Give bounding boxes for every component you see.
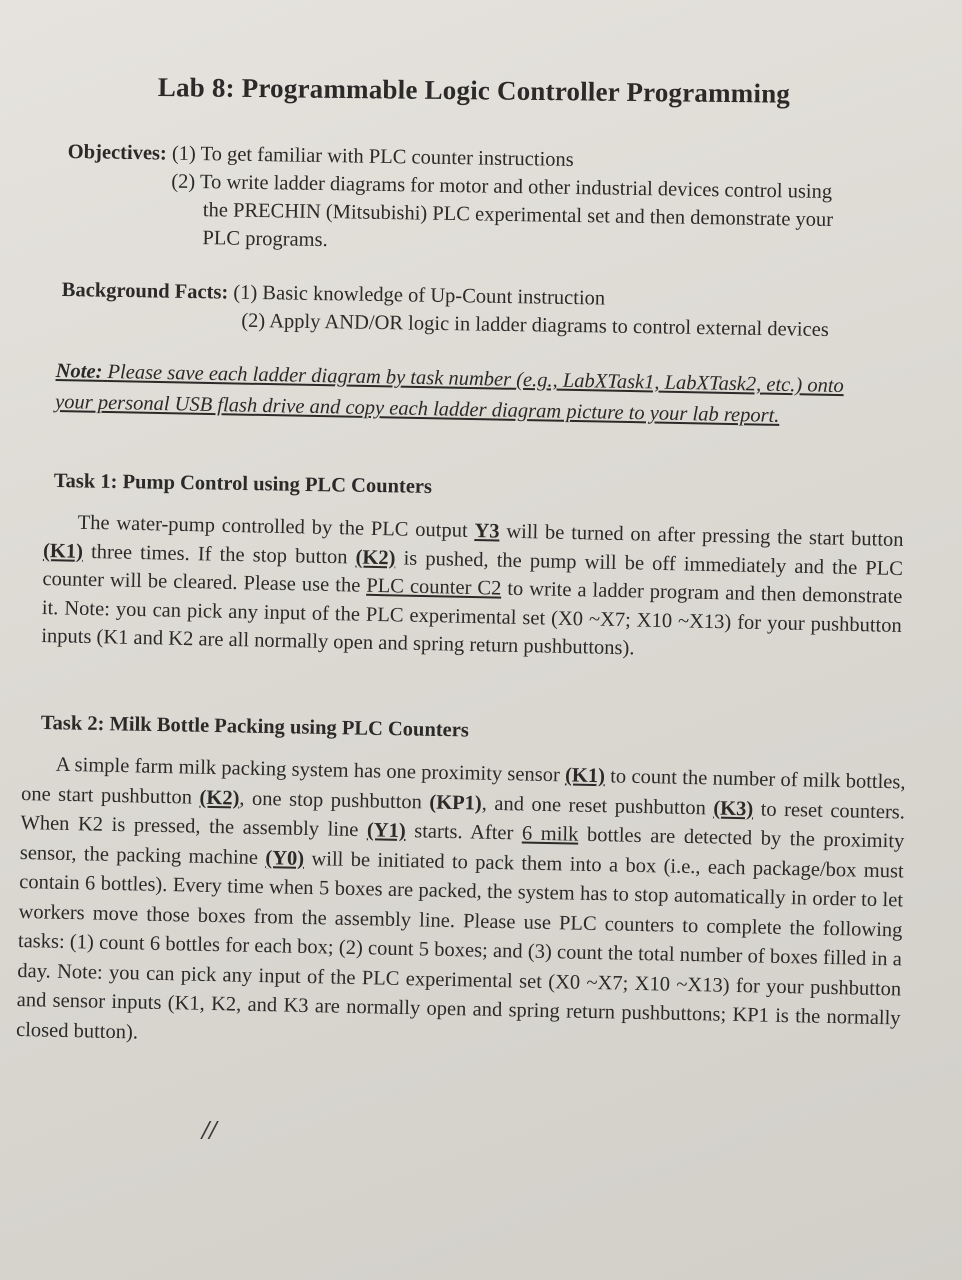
background-facts-section [61, 276, 872, 345]
objectives-label: Objectives: [67, 140, 167, 165]
background-item-1: (1) Basic knowledge of Up-Count instruction [233, 281, 606, 310]
task2-heading: Task 2: Milk Bottle Packing using PLC Counters [40, 712, 470, 742]
objective-item-2-line-1: (2) To write ladder diagrams for motor and other industrial devices control using [171, 170, 833, 204]
task1-text-4: is pushed, the pump will be off immediately and the PLC counter will be cleared. Please use the [42, 546, 904, 597]
task2-six-milk: 6 milk [521, 822, 579, 846]
page-title: Lab 8: Programmable Logic Controller Programming [157, 72, 791, 109]
task2-text-4: , and one reset pushbutton [481, 792, 714, 819]
task1-text-2: will be turned on after pressing the start button [499, 520, 904, 552]
objective-item-1: (1) To get familiar with PLC counter instructions [171, 142, 574, 171]
task2-text-8: will be initiated to pack them into a box (i.e., each package/box must contain 6 bottles). Every time when 5 boxes are packed, the system has to stop automatically in order to let workers move those boxes from the assembly line. Please use PLC counters to complete the following tasks: (1) count 6 bottles for each box; (2) count 5 boxes; and (3) count the total number of boxes filled in a day. Note: you can pick any input of the PLC experimental set (X0 ~X7; X10 ~X13) for your pushbutton and sensor inputs (K1, K2, and K3 are normally open and spring return pushbuttons; KP1 is the normally closed button). [15, 847, 904, 1043]
task2-paragraph [16, 750, 906, 1063]
objectives-section [66, 138, 868, 263]
task1-counter-c2: PLC counter C2 [366, 574, 502, 600]
task2-text-7: bottles are detected by the proximity sensor, the packing machine [19, 823, 905, 869]
task1-heading: Task 1: Pump Control using PLC Counters [53, 470, 433, 498]
task2-start-k2: (K2) [199, 786, 240, 810]
task2-stop-kp1: (KP1) [429, 791, 482, 815]
note-line-2: your personal USB flash drive and copy each ladder diagram picture to your lab report. [54, 390, 780, 427]
task2-reset-k3: (K3) [713, 796, 754, 820]
note-section [55, 356, 906, 434]
task2-text-2: to count the number of milk bottles, one start pushbutton [20, 765, 906, 809]
task1-text-1: The water-pump controlled by the PLC output [77, 511, 475, 543]
objective-item-2-line-2: the PRECHIN (Mitsubishi) PLC experimental set and then demonstrate your [202, 199, 834, 232]
objective-item-2-line-3: PLC programs. [202, 227, 328, 252]
task2-line-y1: (Y1) [366, 819, 406, 843]
note-label: Note: [55, 359, 103, 383]
note-text-1: Please save each ladder diagram by task number (e.g., LabXTask1, LabXTask2, etc.) onto [107, 360, 844, 398]
handwritten-mark: // [199, 1118, 220, 1143]
task1-text-5: to write a ladder program and then demonstrate it. Note: you can pick any input of the PLC experimental set (X0 ~X7; X10 ~X13) for your pushbutton inputs (K1 and K2 are all normally open and spring return pushbuttons). [41, 577, 903, 660]
task2-text-5: to reset counters. When K2 is pressed, the assembly line [20, 797, 906, 842]
task1-text-3: three times. If the stop button [82, 540, 356, 569]
task2-packer-y0: (Y0) [265, 846, 305, 870]
background-item-2: (2) Apply AND/OR logic in ladder diagrams to control external devices [241, 309, 829, 342]
task2-sensor-k1: (K1) [564, 764, 606, 788]
task2-text-1: A simple farm milk packing system has one proximity sensor [55, 753, 566, 787]
background-label: Background Facts: [61, 278, 229, 304]
task2-text-3: , one stop pushbutton [239, 787, 430, 814]
task1-output-y3: Y3 [474, 520, 500, 543]
task1-start-button-k1: (K1) [42, 539, 84, 563]
task1-stop-button-k2: (K2) [355, 546, 396, 569]
task1-paragraph [41, 508, 904, 668]
task2-text-6: starts. After [405, 820, 523, 845]
